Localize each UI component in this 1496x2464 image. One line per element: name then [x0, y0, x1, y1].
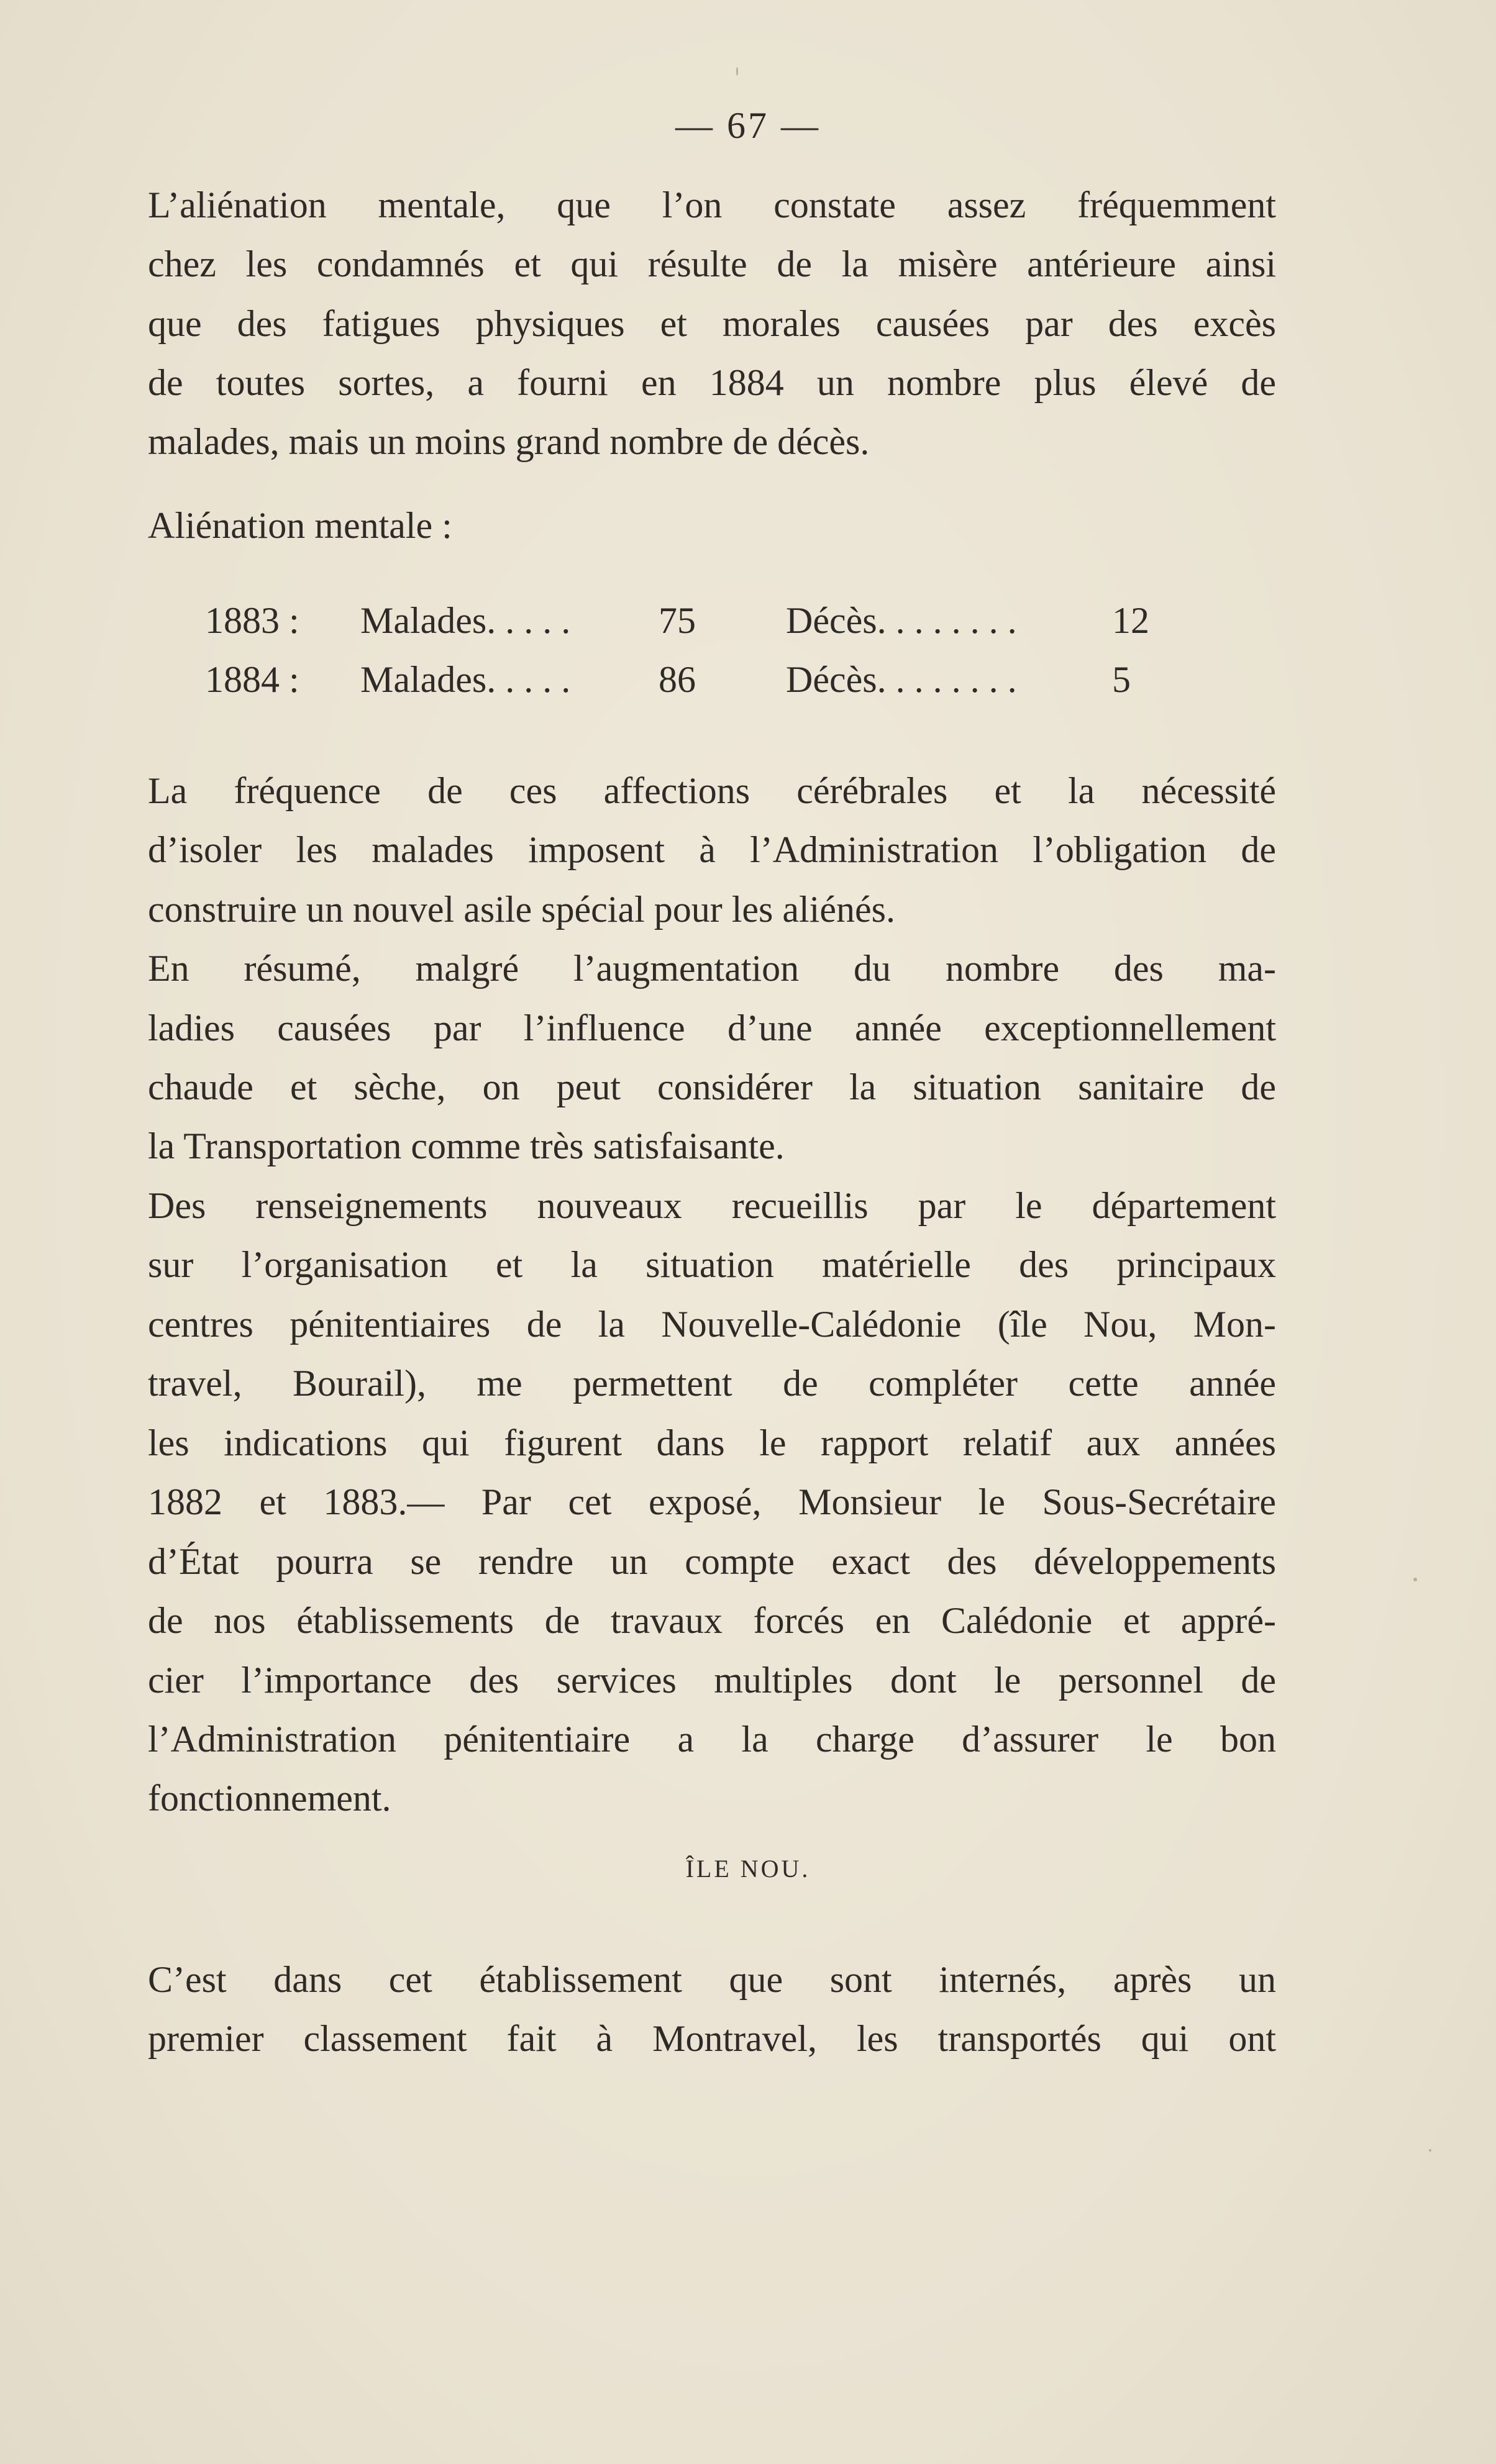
stat-label-malades: Malades. . . . . [360, 659, 571, 700]
text-line: sur l’organisation et la situation matérielle des principaux [148, 1244, 1276, 1285]
page-number: — 67 — [675, 105, 821, 146]
stat-value-malades: 86 [659, 659, 696, 700]
text-line: d’État pourra se rendre un compte exact des développements [148, 1541, 1276, 1582]
stat-row-1883 [205, 599, 1174, 659]
text-line: les indications qui figurent dans le rapport relatif aux années [148, 1422, 1276, 1463]
text-line: L’aliénation mentale, que l’on constate assez fréquemment [148, 184, 1276, 225]
text-line: que des fatigues physiques et morales causées par des excès [148, 303, 1276, 344]
text-line: cier l’importance des services multiples dont le personnel de [148, 1660, 1276, 1701]
subheading: Aliénation mentale : [148, 505, 452, 546]
stat-label-deces: Décès. . . . . . . . [786, 659, 1017, 700]
stat-value-malades: 75 [659, 600, 696, 641]
text-line: chaude et sèche, on peut considérer la situation sanitaire de [148, 1066, 1276, 1107]
text-line: travel, Bourail), me permettent de compléter cette année [148, 1363, 1276, 1404]
text-line: d’isoler les malades imposent à l’Administration l’obligation de [148, 829, 1276, 870]
paper-speck [1413, 1578, 1417, 1581]
text-line: centres pénitentiaires de la Nouvelle-Calédonie (île Nou, Mon- [148, 1304, 1276, 1345]
text-line: l’Administration pénitentiaire a la charge d’assurer le bon [148, 1719, 1276, 1760]
text-line: malades, mais un moins grand nombre de décès. [148, 421, 870, 462]
text-line: C’est dans cet établissement que sont internés, après un [148, 1959, 1276, 2000]
text-line: La fréquence de ces affections cérébrales et la nécessité [148, 770, 1276, 811]
text-line: de nos établissements de travaux forcés en Calédonie et appré- [148, 1600, 1276, 1641]
stat-year: 1883 : [205, 600, 299, 641]
stat-value-deces: 5 [1112, 659, 1131, 700]
text-line: construire un nouvel asile spécial pour les aliénés. [148, 889, 895, 930]
stat-label-malades: Malades. . . . . [360, 600, 571, 641]
text-line: de toutes sortes, a fourni en 1884 un nombre plus élevé de [148, 362, 1276, 403]
text-line: fonctionnement. [148, 1778, 391, 1819]
stat-row-1884 [205, 658, 1174, 718]
text-line: ladies causées par l’influence d’une année exceptionnellement [148, 1007, 1276, 1048]
text-line: 1882 et 1883.— Par cet exposé, Monsieur le Sous-Secrétaire [148, 1481, 1276, 1522]
text-line: Des renseignements nouveaux recueillis par le département [148, 1185, 1276, 1226]
text-line: chez les condamnés et qui résulte de la misère antérieure ainsi [148, 243, 1276, 284]
paper-speck [1429, 2149, 1431, 2152]
section-title: ÎLE NOU. [685, 1855, 811, 1883]
text-line: En résumé, malgré l’augmentation du nombre des ma- [148, 948, 1276, 989]
paper-speck [736, 67, 738, 76]
stat-value-deces: 12 [1112, 600, 1149, 641]
text-line: premier classement fait à Montravel, les transportés qui ont [148, 2018, 1276, 2059]
stat-year: 1884 : [205, 659, 299, 700]
text-line: la Transportation comme très satisfaisante. [148, 1125, 785, 1166]
stat-label-deces: Décès. . . . . . . . [786, 600, 1017, 641]
